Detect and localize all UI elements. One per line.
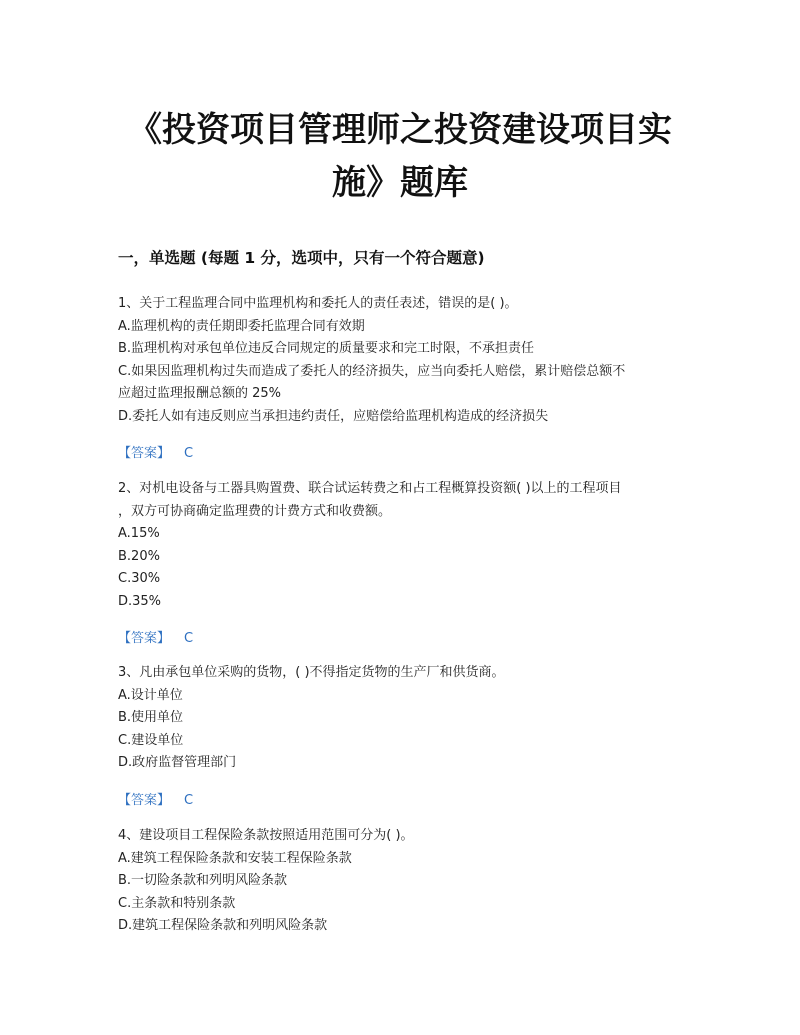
option-c-continued: 应超过监理报酬总额的 25% xyxy=(118,386,282,401)
question-4 xyxy=(118,825,684,938)
answer-value: C xyxy=(184,792,194,808)
answer-row xyxy=(118,443,684,465)
question-stem: 2、对机电设备与工器具购置费、联合试运转费之和占工程概算投资额( )以上的工程项目 xyxy=(118,481,622,496)
option-b: B.使用单位 xyxy=(118,710,184,725)
option-d: D.委托人如有违反则应当承担违约责任，应赔偿给监理机构造成的经济损失 xyxy=(118,408,549,424)
question-stem: 4、建设项目工程保险条款按照适用范围可分为( )。 xyxy=(118,828,414,843)
option-a: A.建筑工程保险条款和安装工程保险条款 xyxy=(118,850,352,866)
answer-row xyxy=(118,628,684,650)
option-b: B.20% xyxy=(118,548,160,564)
question-stem: 1、关于工程监理合同中监理机构和委托人的责任表述，错误的是( )。 xyxy=(118,296,518,311)
question-1 xyxy=(118,293,684,465)
option-b: B.监理机构对承包单位违反合同规定的质量要求和完工时限，不承担责任 xyxy=(118,341,535,356)
option-c: C.建设单位 xyxy=(118,732,184,748)
page-title-line-1: 《投资项目管理师之投资建设项目实 xyxy=(128,110,672,150)
answer-label: 【答案】 xyxy=(118,446,171,461)
question-stem-continued: ，双方可协商确定监理费的计费方式和收费额。 xyxy=(118,503,392,519)
answer-value: C xyxy=(184,631,194,646)
answer-value: C xyxy=(184,446,194,461)
option-c: C.如果因监理机构过失而造成了委托人的经济损失，应当向委托人赔偿，累计赔偿总额不 xyxy=(118,363,626,379)
page-title-line-2: 施》题库 xyxy=(332,163,468,203)
question-2 xyxy=(118,478,684,650)
question-3 xyxy=(118,662,684,812)
option-a: A.设计单位 xyxy=(118,687,183,703)
question-stem: 3、凡由承包单位采购的货物，( )不得指定货物的生产厂和供货商。 xyxy=(118,665,505,680)
option-b: B.一切险条款和列明风险条款 xyxy=(118,873,288,888)
option-d: D.政府监督管理部门 xyxy=(118,755,237,770)
option-d: D.35% xyxy=(118,593,162,609)
section-heading: 一，单选题 (每题 1 分，选项中，只有一个符合题意) xyxy=(118,249,485,267)
page-title xyxy=(100,104,700,210)
answer-row xyxy=(118,790,684,812)
option-a: A.监理机构的责任期即委托监理合同有效期 xyxy=(118,318,365,334)
answer-label: 【答案】 xyxy=(118,792,171,808)
option-a: A.15% xyxy=(118,526,160,541)
option-c: C.主条款和特别条款 xyxy=(118,895,236,911)
option-d: D.建筑工程保险条款和列明风险条款 xyxy=(118,918,328,933)
answer-label: 【答案】 xyxy=(118,631,171,646)
option-c: C.30% xyxy=(118,571,161,586)
